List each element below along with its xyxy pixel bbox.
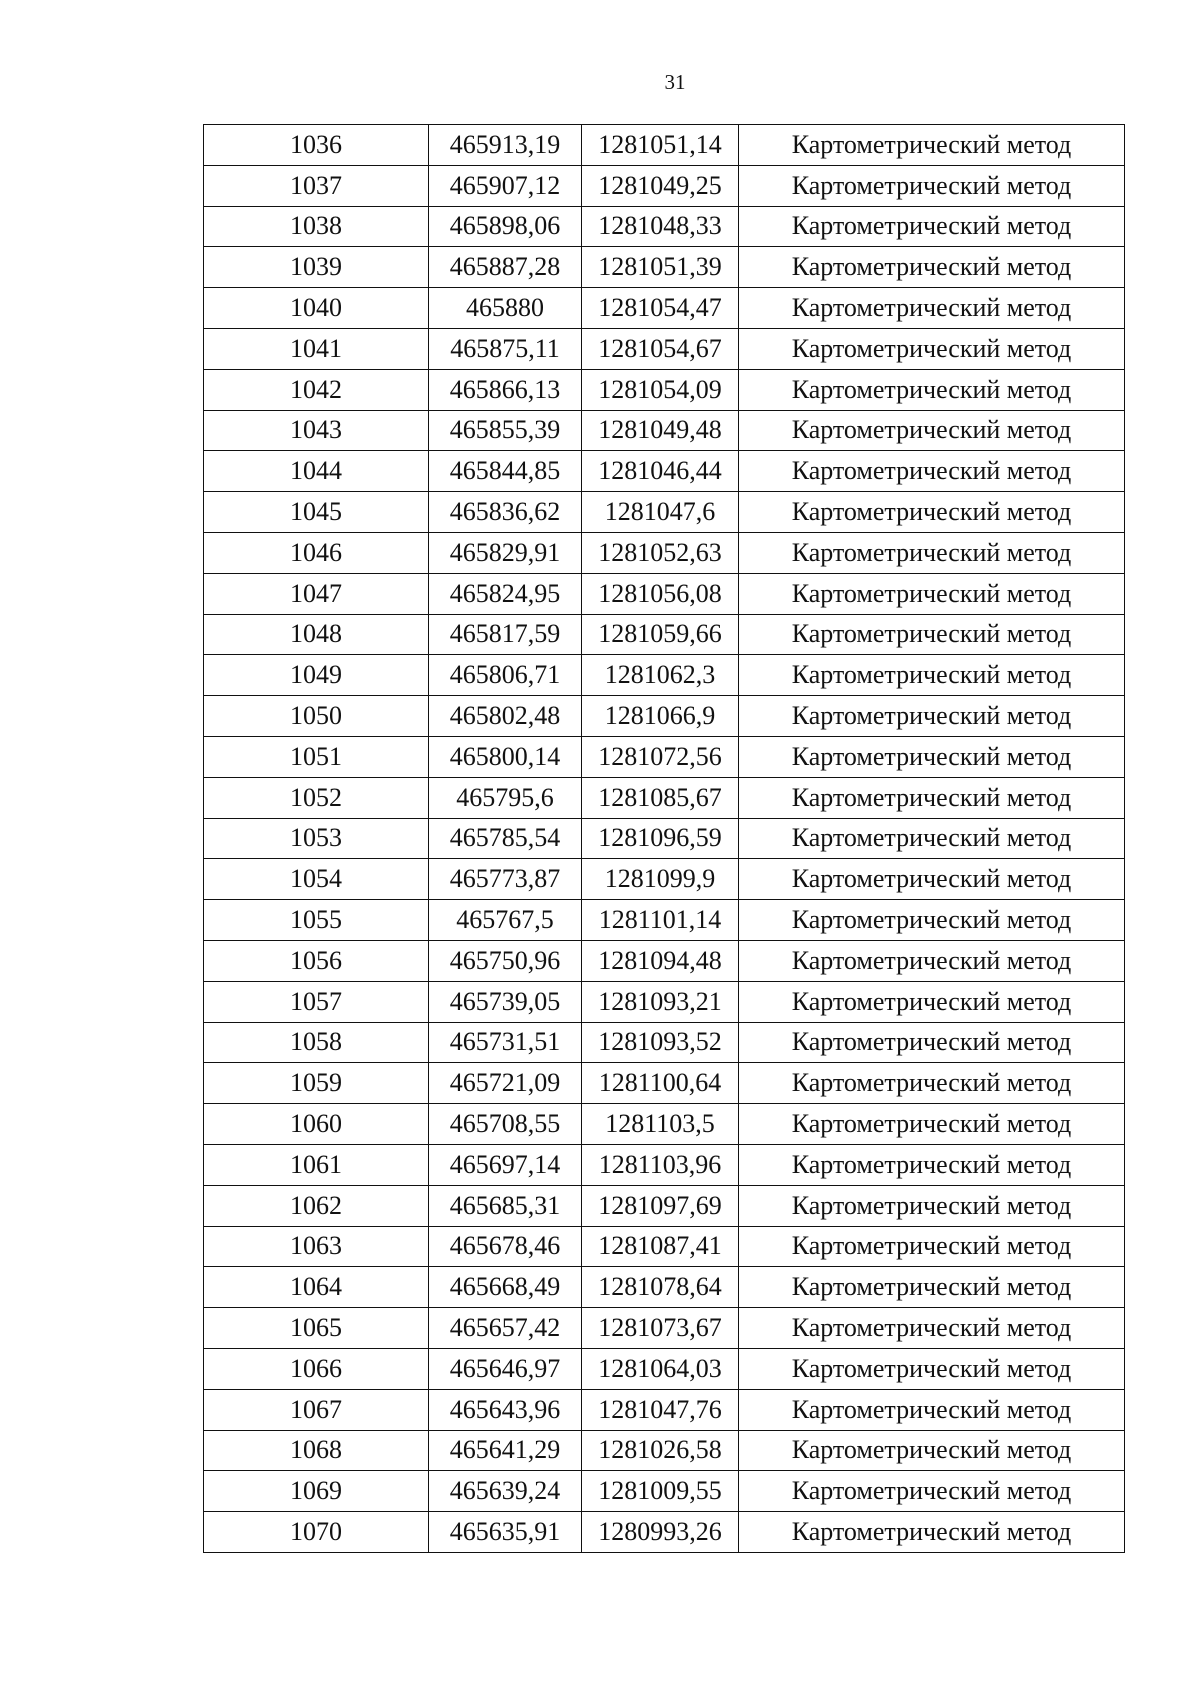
point-number-cell: 1063 (204, 1226, 429, 1267)
point-number-cell: 1042 (204, 369, 429, 410)
y-coordinate-cell: 1281047,76 (582, 1389, 739, 1430)
x-coordinate-cell: 465907,12 (429, 165, 582, 206)
point-number-cell: 1059 (204, 1063, 429, 1104)
x-coordinate-cell: 465668,49 (429, 1267, 582, 1308)
point-number-cell: 1044 (204, 451, 429, 492)
method-cell: Картометрический метод (739, 777, 1125, 818)
y-coordinate-cell: 1281093,21 (582, 981, 739, 1022)
table-row (204, 900, 1125, 941)
point-number-cell: 1068 (204, 1430, 429, 1471)
y-coordinate-cell: 1281051,39 (582, 247, 739, 288)
coordinates-table (203, 124, 1125, 1553)
table-row (204, 288, 1125, 329)
point-number-cell: 1040 (204, 288, 429, 329)
point-number-cell: 1062 (204, 1185, 429, 1226)
method-cell: Картометрический метод (739, 736, 1125, 777)
x-coordinate-cell: 465844,85 (429, 451, 582, 492)
y-coordinate-cell: 1281049,25 (582, 165, 739, 206)
table-row (204, 1308, 1125, 1349)
point-number-cell: 1065 (204, 1308, 429, 1349)
y-coordinate-cell: 1281093,52 (582, 1022, 739, 1063)
method-cell: Картометрический метод (739, 614, 1125, 655)
point-number-cell: 1064 (204, 1267, 429, 1308)
method-cell: Картометрический метод (739, 369, 1125, 410)
point-number-cell: 1036 (204, 125, 429, 166)
table-row (204, 1104, 1125, 1145)
x-coordinate-cell: 465643,96 (429, 1389, 582, 1430)
method-cell: Картометрический метод (739, 573, 1125, 614)
point-number-cell: 1049 (204, 655, 429, 696)
method-cell: Картометрический метод (739, 1144, 1125, 1185)
x-coordinate-cell: 465657,42 (429, 1308, 582, 1349)
table-row (204, 451, 1125, 492)
table-row (204, 1389, 1125, 1430)
table-row (204, 614, 1125, 655)
x-coordinate-cell: 465875,11 (429, 328, 582, 369)
page-number: 31 (664, 70, 686, 94)
method-cell: Картометрический метод (739, 696, 1125, 737)
method-cell: Картометрический метод (739, 1185, 1125, 1226)
x-coordinate-cell: 465639,24 (429, 1471, 582, 1512)
y-coordinate-cell: 1281048,33 (582, 206, 739, 247)
x-coordinate-cell: 465685,31 (429, 1185, 582, 1226)
y-coordinate-cell: 1281073,67 (582, 1308, 739, 1349)
x-coordinate-cell: 465767,5 (429, 900, 582, 941)
x-coordinate-cell: 465898,06 (429, 206, 582, 247)
x-coordinate-cell: 465678,46 (429, 1226, 582, 1267)
point-number-cell: 1055 (204, 900, 429, 941)
y-coordinate-cell: 1281096,59 (582, 818, 739, 859)
table-row (204, 1226, 1125, 1267)
y-coordinate-cell: 1281052,63 (582, 532, 739, 573)
y-coordinate-cell: 1281009,55 (582, 1471, 739, 1512)
y-coordinate-cell: 1281066,9 (582, 696, 739, 737)
point-number-cell: 1060 (204, 1104, 429, 1145)
table-row (204, 818, 1125, 859)
table-row (204, 940, 1125, 981)
method-cell: Картометрический метод (739, 1022, 1125, 1063)
y-coordinate-cell: 1281026,58 (582, 1430, 739, 1471)
method-cell: Картометрический метод (739, 410, 1125, 451)
x-coordinate-cell: 465800,14 (429, 736, 582, 777)
x-coordinate-cell: 465866,13 (429, 369, 582, 410)
y-coordinate-cell: 1281100,64 (582, 1063, 739, 1104)
x-coordinate-cell: 465802,48 (429, 696, 582, 737)
table-row (204, 1022, 1125, 1063)
method-cell: Картометрический метод (739, 1063, 1125, 1104)
x-coordinate-cell: 465855,39 (429, 410, 582, 451)
method-cell: Картометрический метод (739, 818, 1125, 859)
point-number-cell: 1067 (204, 1389, 429, 1430)
method-cell: Картометрический метод (739, 1430, 1125, 1471)
method-cell: Картометрический метод (739, 451, 1125, 492)
method-cell: Картометрический метод (739, 165, 1125, 206)
point-number-cell: 1054 (204, 859, 429, 900)
y-coordinate-cell: 1281097,69 (582, 1185, 739, 1226)
x-coordinate-cell: 465635,91 (429, 1512, 582, 1553)
y-coordinate-cell: 1280993,26 (582, 1512, 739, 1553)
y-coordinate-cell: 1281049,48 (582, 410, 739, 451)
x-coordinate-cell: 465646,97 (429, 1348, 582, 1389)
table-row (204, 206, 1125, 247)
x-coordinate-cell: 465829,91 (429, 532, 582, 573)
y-coordinate-cell: 1281064,03 (582, 1348, 739, 1389)
table-row (204, 165, 1125, 206)
point-number-cell: 1056 (204, 940, 429, 981)
x-coordinate-cell: 465913,19 (429, 125, 582, 166)
table-row (204, 573, 1125, 614)
point-number-cell: 1051 (204, 736, 429, 777)
method-cell: Картометрический метод (739, 328, 1125, 369)
coordinates-table-body (204, 125, 1125, 1553)
y-coordinate-cell: 1281085,67 (582, 777, 739, 818)
table-row (204, 1430, 1125, 1471)
point-number-cell: 1046 (204, 532, 429, 573)
table-row (204, 410, 1125, 451)
method-cell: Картометрический метод (739, 1308, 1125, 1349)
table-row (204, 1348, 1125, 1389)
table-row (204, 859, 1125, 900)
x-coordinate-cell: 465641,29 (429, 1430, 582, 1471)
table-row (204, 1512, 1125, 1553)
point-number-cell: 1070 (204, 1512, 429, 1553)
y-coordinate-cell: 1281101,14 (582, 900, 739, 941)
method-cell: Картометрический метод (739, 125, 1125, 166)
y-coordinate-cell: 1281087,41 (582, 1226, 739, 1267)
table-row (204, 532, 1125, 573)
point-number-cell: 1038 (204, 206, 429, 247)
x-coordinate-cell: 465836,62 (429, 492, 582, 533)
table-row (204, 736, 1125, 777)
point-number-cell: 1069 (204, 1471, 429, 1512)
point-number-cell: 1053 (204, 818, 429, 859)
point-number-cell: 1043 (204, 410, 429, 451)
point-number-cell: 1052 (204, 777, 429, 818)
table-row (204, 247, 1125, 288)
method-cell: Картометрический метод (739, 655, 1125, 696)
table-row (204, 1185, 1125, 1226)
point-number-cell: 1045 (204, 492, 429, 533)
table-row (204, 1471, 1125, 1512)
y-coordinate-cell: 1281054,67 (582, 328, 739, 369)
x-coordinate-cell: 465750,96 (429, 940, 582, 981)
method-cell: Картометрический метод (739, 1389, 1125, 1430)
y-coordinate-cell: 1281059,66 (582, 614, 739, 655)
x-coordinate-cell: 465697,14 (429, 1144, 582, 1185)
y-coordinate-cell: 1281046,44 (582, 451, 739, 492)
y-coordinate-cell: 1281078,64 (582, 1267, 739, 1308)
table-row (204, 369, 1125, 410)
point-number-cell: 1050 (204, 696, 429, 737)
method-cell: Картометрический метод (739, 1226, 1125, 1267)
y-coordinate-cell: 1281072,56 (582, 736, 739, 777)
x-coordinate-cell: 465785,54 (429, 818, 582, 859)
y-coordinate-cell: 1281099,9 (582, 859, 739, 900)
y-coordinate-cell: 1281094,48 (582, 940, 739, 981)
method-cell: Картометрический метод (739, 981, 1125, 1022)
point-number-cell: 1061 (204, 1144, 429, 1185)
x-coordinate-cell: 465817,59 (429, 614, 582, 655)
method-cell: Картометрический метод (739, 1267, 1125, 1308)
y-coordinate-cell: 1281054,09 (582, 369, 739, 410)
y-coordinate-cell: 1281051,14 (582, 125, 739, 166)
method-cell: Картометрический метод (739, 1512, 1125, 1553)
method-cell: Картометрический метод (739, 900, 1125, 941)
x-coordinate-cell: 465773,87 (429, 859, 582, 900)
table-row (204, 655, 1125, 696)
method-cell: Картометрический метод (739, 940, 1125, 981)
y-coordinate-cell: 1281103,96 (582, 1144, 739, 1185)
method-cell: Картометрический метод (739, 288, 1125, 329)
x-coordinate-cell: 465721,09 (429, 1063, 582, 1104)
method-cell: Картометрический метод (739, 859, 1125, 900)
x-coordinate-cell: 465739,05 (429, 981, 582, 1022)
x-coordinate-cell: 465824,95 (429, 573, 582, 614)
y-coordinate-cell: 1281062,3 (582, 655, 739, 696)
point-number-cell: 1066 (204, 1348, 429, 1389)
table-row (204, 1063, 1125, 1104)
point-number-cell: 1039 (204, 247, 429, 288)
table-row (204, 1144, 1125, 1185)
point-number-cell: 1058 (204, 1022, 429, 1063)
x-coordinate-cell: 465806,71 (429, 655, 582, 696)
table-row (204, 328, 1125, 369)
point-number-cell: 1047 (204, 573, 429, 614)
method-cell: Картометрический метод (739, 1104, 1125, 1145)
method-cell: Картометрический метод (739, 206, 1125, 247)
x-coordinate-cell: 465731,51 (429, 1022, 582, 1063)
x-coordinate-cell: 465795,6 (429, 777, 582, 818)
method-cell: Картометрический метод (739, 1348, 1125, 1389)
method-cell: Картометрический метод (739, 532, 1125, 573)
table-row (204, 1267, 1125, 1308)
table-row (204, 981, 1125, 1022)
table-row (204, 125, 1125, 166)
y-coordinate-cell: 1281056,08 (582, 573, 739, 614)
point-number-cell: 1037 (204, 165, 429, 206)
method-cell: Картометрический метод (739, 247, 1125, 288)
point-number-cell: 1041 (204, 328, 429, 369)
x-coordinate-cell: 465708,55 (429, 1104, 582, 1145)
y-coordinate-cell: 1281103,5 (582, 1104, 739, 1145)
method-cell: Картометрический метод (739, 1471, 1125, 1512)
y-coordinate-cell: 1281047,6 (582, 492, 739, 533)
x-coordinate-cell: 465887,28 (429, 247, 582, 288)
table-row (204, 696, 1125, 737)
y-coordinate-cell: 1281054,47 (582, 288, 739, 329)
table-row (204, 492, 1125, 533)
x-coordinate-cell: 465880 (429, 288, 582, 329)
point-number-cell: 1048 (204, 614, 429, 655)
method-cell: Картометрический метод (739, 492, 1125, 533)
table-row (204, 777, 1125, 818)
point-number-cell: 1057 (204, 981, 429, 1022)
